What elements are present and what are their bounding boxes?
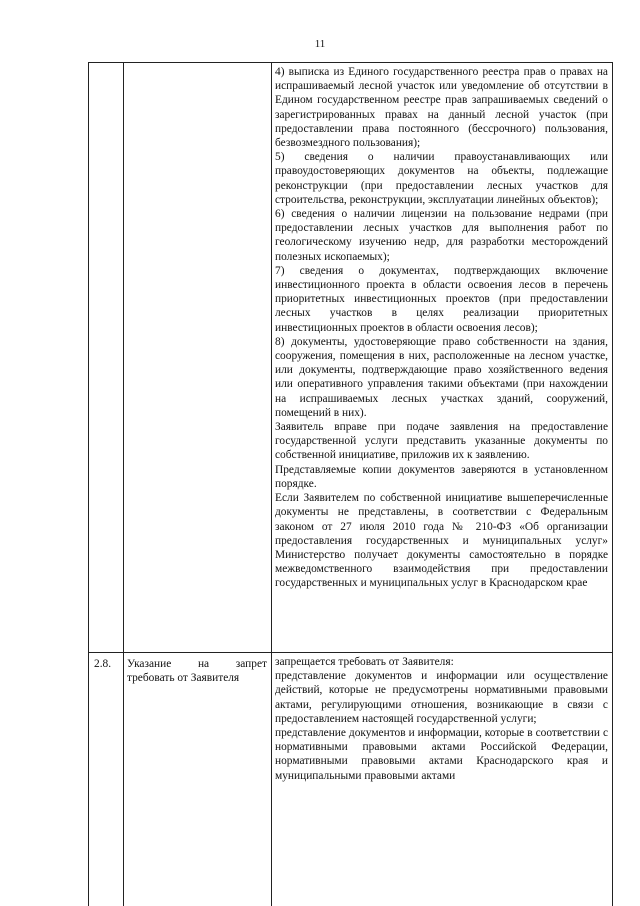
column-divider — [271, 63, 272, 906]
copies-paragraph: Представляемые копии документов заверяются в установленном порядке. — [275, 463, 608, 490]
column-divider — [123, 63, 124, 906]
row2-content-cell — [275, 655, 608, 783]
page-number: 11 — [314, 38, 326, 50]
row2-title: Указание на запрет требовать от Заявителя — [127, 658, 267, 685]
prohibition-item-2: представление документов и информации, которые в соответствии с нормативными правовыми актами Российской Федерации, нормативными правовыми актами Краснодарского края и муниципальными правовыми актами — [275, 727, 608, 782]
list-item-8: 8) документы, удостоверяющие право собственности на здания, сооружения, помещения в них, расположенные на лесном участке, или документы, подтверждающие право хозяйственного ведения или оперативного управления такими объектами (при нахождении на испрашиваемых лесных участках зданий, сооружений, помещений в них). — [275, 335, 608, 419]
applicant-right-paragraph: Заявитель вправе при подаче заявления на предоставление государственной услуги представить указанные документы по собственной инициативе, приложив их к заявлению. — [275, 421, 608, 462]
row1-content-cell — [275, 65, 608, 591]
list-item-5: 5) сведения о наличии правоустанавливающих или правоудостоверяющих документов на объекты, подлежащие реконструкции (при предоставлении лесных участков для строительства, реконструкции, эксплуатации линейных объектов); — [275, 151, 608, 206]
list-item-6: 6) сведения о наличии лицензии на пользование недрами (при предоставлении лесных участков для выполнения работ по геологическому изучению недр, для разработки месторождений полезных ископаемых); — [275, 208, 608, 263]
interagency-paragraph: Если Заявителем по собственной инициативе вышеперечисленные документы не представлены, в соответствии с Федеральным законом от 27 июля 2010 года № 210-ФЗ «Об организации предоставления государственных и муниципальных услуг» Министерство получает документы самостоятельно в порядке межведомственного взаимодействия при предоставлении государственных и муниципальных услуг в Краснодарском крае — [275, 492, 608, 590]
prohibition-intro: запрещается требовать от Заявителя: — [275, 656, 454, 668]
list-item-4: 4) выписка из Единого государственного реестра прав о правах на испрашиваемый лесной участок или уведомление об отсутствии в Едином государственном реестре прав запрашиваемых сведений о зарегистрированных правах на данный лесной участок (при предоставлении права постоянного (бессрочного) пользования, безвозмездного пользования); — [275, 66, 608, 150]
table-right-border — [612, 63, 613, 906]
row-divider — [89, 652, 613, 653]
row2-number: 2.8. — [94, 658, 112, 670]
prohibition-item-1: представление документов и информации или осуществление действий, которые не предусмотрены нормативными правовыми актами, регулирующими отношения, возникающие в связи с предоставлением настоящей государственной услуги; — [275, 670, 608, 725]
list-item-7: 7) сведения о документах, подтверждающих включение инвестиционного проекта в области освоения лесов в перечень приоритетных инвестиционных проектов (при предоставлении лесных участков в целях реализации приоритетных инвестиционных проектов в области освоения лесов); — [275, 264, 608, 334]
requirements-table — [88, 62, 613, 906]
